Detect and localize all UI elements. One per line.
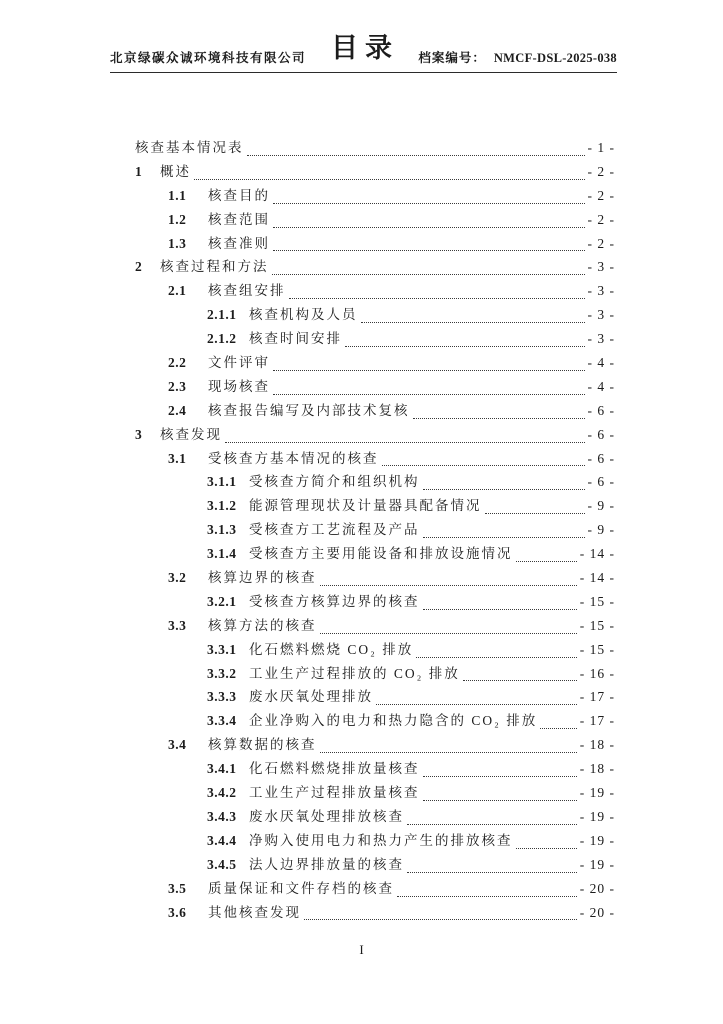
toc-entry-title: 核查过程和方法 [160,259,269,275]
toc-entry-number: 2.4 [168,402,187,418]
toc-entry-title: 核查报告编写及内部技术复核 [208,402,410,418]
toc-entry-page-number: - 2 - [587,211,615,227]
toc-dot-leader [247,155,585,156]
toc-dot-leader [516,848,577,849]
toc-entry [135,375,615,399]
toc-entry-title: 核查范围 [208,211,270,227]
toc-dot-leader [416,657,577,658]
toc-entry-number: 1 [135,163,143,179]
toc-entry-title: 其他核查发现 [208,904,301,920]
toc-entry [135,901,615,925]
toc-entry-page-number: - 15 - [579,641,615,657]
header-company-name: 北京绿碳众诚环境科技有限公司 [110,51,307,65]
toc-entry-page-number: - 17 - [579,689,615,705]
toc-entry [135,829,615,853]
toc-entry [135,877,615,901]
toc-entry-number: 3.4 [168,737,187,753]
toc-entry [135,136,615,160]
toc-entry-page-number: - 17 - [579,713,615,729]
toc-entry-title: 受核查方工艺流程及产品 [249,522,420,538]
toc-entry-page-number: - 4 - [587,378,615,394]
toc-entry-title: 核算方法的核查 [208,617,317,633]
toc-entry-number: 2.3 [168,378,187,394]
toc-entry-page-number: - 6 - [587,426,615,442]
toc-dot-leader [320,585,577,586]
toc-entry-title: 工业生产过程排放的 CO₂ 排放 [249,665,460,681]
toc-entry-number: 3.4.4 [207,832,237,848]
toc-dot-leader [273,370,585,371]
header-file-number [418,48,617,66]
toc-entry-page-number: - 14 - [579,570,615,586]
toc-dot-leader [376,704,577,705]
file-number-label: 档案编号： [418,51,486,65]
toc-entry [135,232,615,256]
toc-entry-number: 3.4.1 [207,761,237,777]
toc-entry-page-number: - 9 - [587,522,615,538]
toc-entry-page-number: - 4 - [587,355,615,371]
toc-entry [135,160,615,184]
toc-dot-leader [423,776,577,777]
toc-entry-page-number: - 3 - [587,331,615,347]
toc-entry-page-number: - 18 - [579,761,615,777]
toc-entry-page-number: - 19 - [579,785,615,801]
toc-entry-page-number: - 3 - [587,259,615,275]
toc-entry-number: 3.2 [168,570,187,586]
toc-entry-page-number: - 3 - [587,307,615,323]
toc-entry-page-number: - 19 - [579,808,615,824]
toc-entry-title: 文件评审 [208,355,270,371]
toc-dot-leader [273,227,585,228]
toc-entry-number: 1.3 [168,235,187,251]
toc-entry [135,853,615,877]
page-header [110,48,617,73]
toc-entry-number: 3 [135,426,143,442]
toc-entry-number: 3.1 [168,450,187,466]
toc-entry-number: 2.1 [168,283,187,299]
toc-dot-leader [413,418,585,419]
toc-entry [135,662,615,686]
toc-entry-page-number: - 9 - [587,498,615,514]
toc-entry-page-number: - 20 - [579,880,615,896]
toc-dot-leader [345,346,585,347]
toc-dot-leader [320,752,577,753]
toc-dot-leader [272,274,585,275]
toc-entry-number: 3.1.4 [207,546,237,562]
toc-entry-title: 核查机构及人员 [249,307,358,323]
toc-entry-number: 3.4.5 [207,856,237,872]
toc-entry [135,327,615,351]
toc-entry-number: 3.3.4 [207,713,237,729]
toc-dot-leader [320,633,577,634]
toc-entry-number: 1.2 [168,211,187,227]
toc-entry-number: 3.4.3 [207,808,237,824]
toc-dot-leader [225,442,585,443]
toc-entry-title: 受核查方核算边界的核查 [249,593,420,609]
toc-entry-title: 核算数据的核查 [208,737,317,753]
toc-entry-title: 净购入使用电力和热力产生的排放核查 [249,832,513,848]
toc-entry-number: 3.3 [168,617,187,633]
toc-entry-title: 化石燃料燃烧排放量核查 [249,761,420,777]
toc-entry-number: 2.1.1 [207,307,237,323]
toc-page-title: 目录 [331,33,399,63]
toc-entry-page-number: - 6 - [587,450,615,466]
toc-dot-leader [273,250,585,251]
toc-entry-page-number: - 14 - [579,546,615,562]
page-footer [0,942,723,958]
toc-entry-page-number: - 16 - [579,665,615,681]
toc-entry-title: 质量保证和文件存档的核查 [208,880,394,896]
toc-entry [135,470,615,494]
toc-entry [135,685,615,709]
toc-entry-number: 3.3.1 [207,641,237,657]
toc-dot-leader [194,179,585,180]
toc-entry-title: 概述 [160,163,191,179]
toc-entry [135,279,615,303]
toc-dot-leader [423,489,585,490]
toc-entry-title: 化石燃料燃烧 CO₂ 排放 [249,641,414,657]
toc-entry-number: 3.1.2 [207,498,237,514]
toc-entry-title: 现场核查 [208,378,270,394]
toc-entry-title: 废水厌氧处理排放核查 [249,808,404,824]
toc-entry [135,255,615,279]
toc-dot-leader [423,609,577,610]
toc-entry [135,494,615,518]
toc-dot-leader [273,394,585,395]
toc-entry-number: 3.3.3 [207,689,237,705]
toc-dot-leader [304,919,577,920]
toc-entry-number: 3.3.2 [207,665,237,681]
toc-entry-title: 核查目的 [208,187,270,203]
toc-dot-leader [289,298,585,299]
toc-entry [135,709,615,733]
toc-entry-page-number: - 1 - [587,140,615,155]
toc-entry [135,518,615,542]
toc-entry-number: 3.1.3 [207,522,237,538]
toc-entry [135,781,615,805]
toc-entry-title: 能源管理现状及计量器具配备情况 [249,498,482,514]
toc-entry-number: 3.4.2 [207,785,237,801]
toc-dot-leader [540,728,577,729]
toc-entry-title: 核查基本情况表 [135,140,244,155]
toc-list [135,136,615,924]
toc-dot-leader [407,872,577,873]
toc-entry-title: 受核查方简介和组织机构 [249,474,420,490]
toc-entry [135,184,615,208]
toc-entry [135,590,615,614]
toc-dot-leader [273,203,585,204]
toc-entry-page-number: - 15 - [579,617,615,633]
toc-dot-leader [423,800,577,801]
file-number-value: NMCF-DSL-2025-038 [493,51,617,65]
toc-entry-number: 2.1.2 [207,331,237,347]
toc-entry [135,757,615,781]
toc-entry [135,566,615,590]
toc-entry-page-number: - 6 - [587,474,615,490]
toc-entry-title: 核算边界的核查 [208,570,317,586]
toc-entry-number: 1.1 [168,187,187,203]
toc-entry-title: 核查准则 [208,235,270,251]
toc-entry [135,733,615,757]
toc-dot-leader [463,680,577,681]
toc-entry-number: 3.1.1 [207,474,237,490]
toc-entry-number: 2.2 [168,355,187,371]
toc-dot-leader [485,513,585,514]
toc-entry-page-number: - 2 - [587,187,615,203]
toc-entry-title: 法人边界排放量的核查 [249,856,404,872]
toc-entry-page-number: - 19 - [579,832,615,848]
toc-entry-page-number: - 20 - [579,904,615,920]
toc-entry-page-number: - 6 - [587,402,615,418]
toc-entry-number: 3.6 [168,904,187,920]
toc-entry [135,351,615,375]
toc-entry-page-number: - 15 - [579,593,615,609]
page-number: I [359,942,364,957]
toc-entry-number: 3.2.1 [207,593,237,609]
toc-entry-page-number: - 2 - [587,235,615,251]
toc-entry [135,447,615,471]
toc-entry-title: 核查组安排 [208,283,286,299]
toc-dot-leader [423,537,585,538]
toc-entry-title: 工业生产过程排放量核查 [249,785,420,801]
toc-entry [135,614,615,638]
toc-entry [135,423,615,447]
toc-dot-leader [382,465,585,466]
toc-entry [135,208,615,232]
toc-dot-leader [516,561,577,562]
toc-entry [135,303,615,327]
toc-entry [135,542,615,566]
toc-entry-page-number: - 2 - [587,163,615,179]
toc-dot-leader [407,824,577,825]
toc-dot-leader [361,322,585,323]
toc-entry [135,805,615,829]
toc-entry-title: 企业净购入的电力和热力隐含的 CO₂ 排放 [249,713,538,729]
toc-entry-page-number: - 19 - [579,856,615,872]
toc-entry-title: 受核查方主要用能设备和排放设施情况 [249,546,513,562]
toc-entry-number: 2 [135,259,143,275]
toc-entry-title: 受核查方基本情况的核查 [208,450,379,466]
toc-entry-title: 废水厌氧处理排放 [249,689,373,705]
toc-entry-number: 3.5 [168,880,187,896]
toc-entry [135,638,615,662]
toc-entry-page-number: - 18 - [579,737,615,753]
toc-entry [135,399,615,423]
toc-dot-leader [397,896,577,897]
toc-entry-title: 核查时间安排 [249,331,342,347]
toc-entry-title: 核查发现 [160,426,222,442]
toc-entry-page-number: - 3 - [587,283,615,299]
